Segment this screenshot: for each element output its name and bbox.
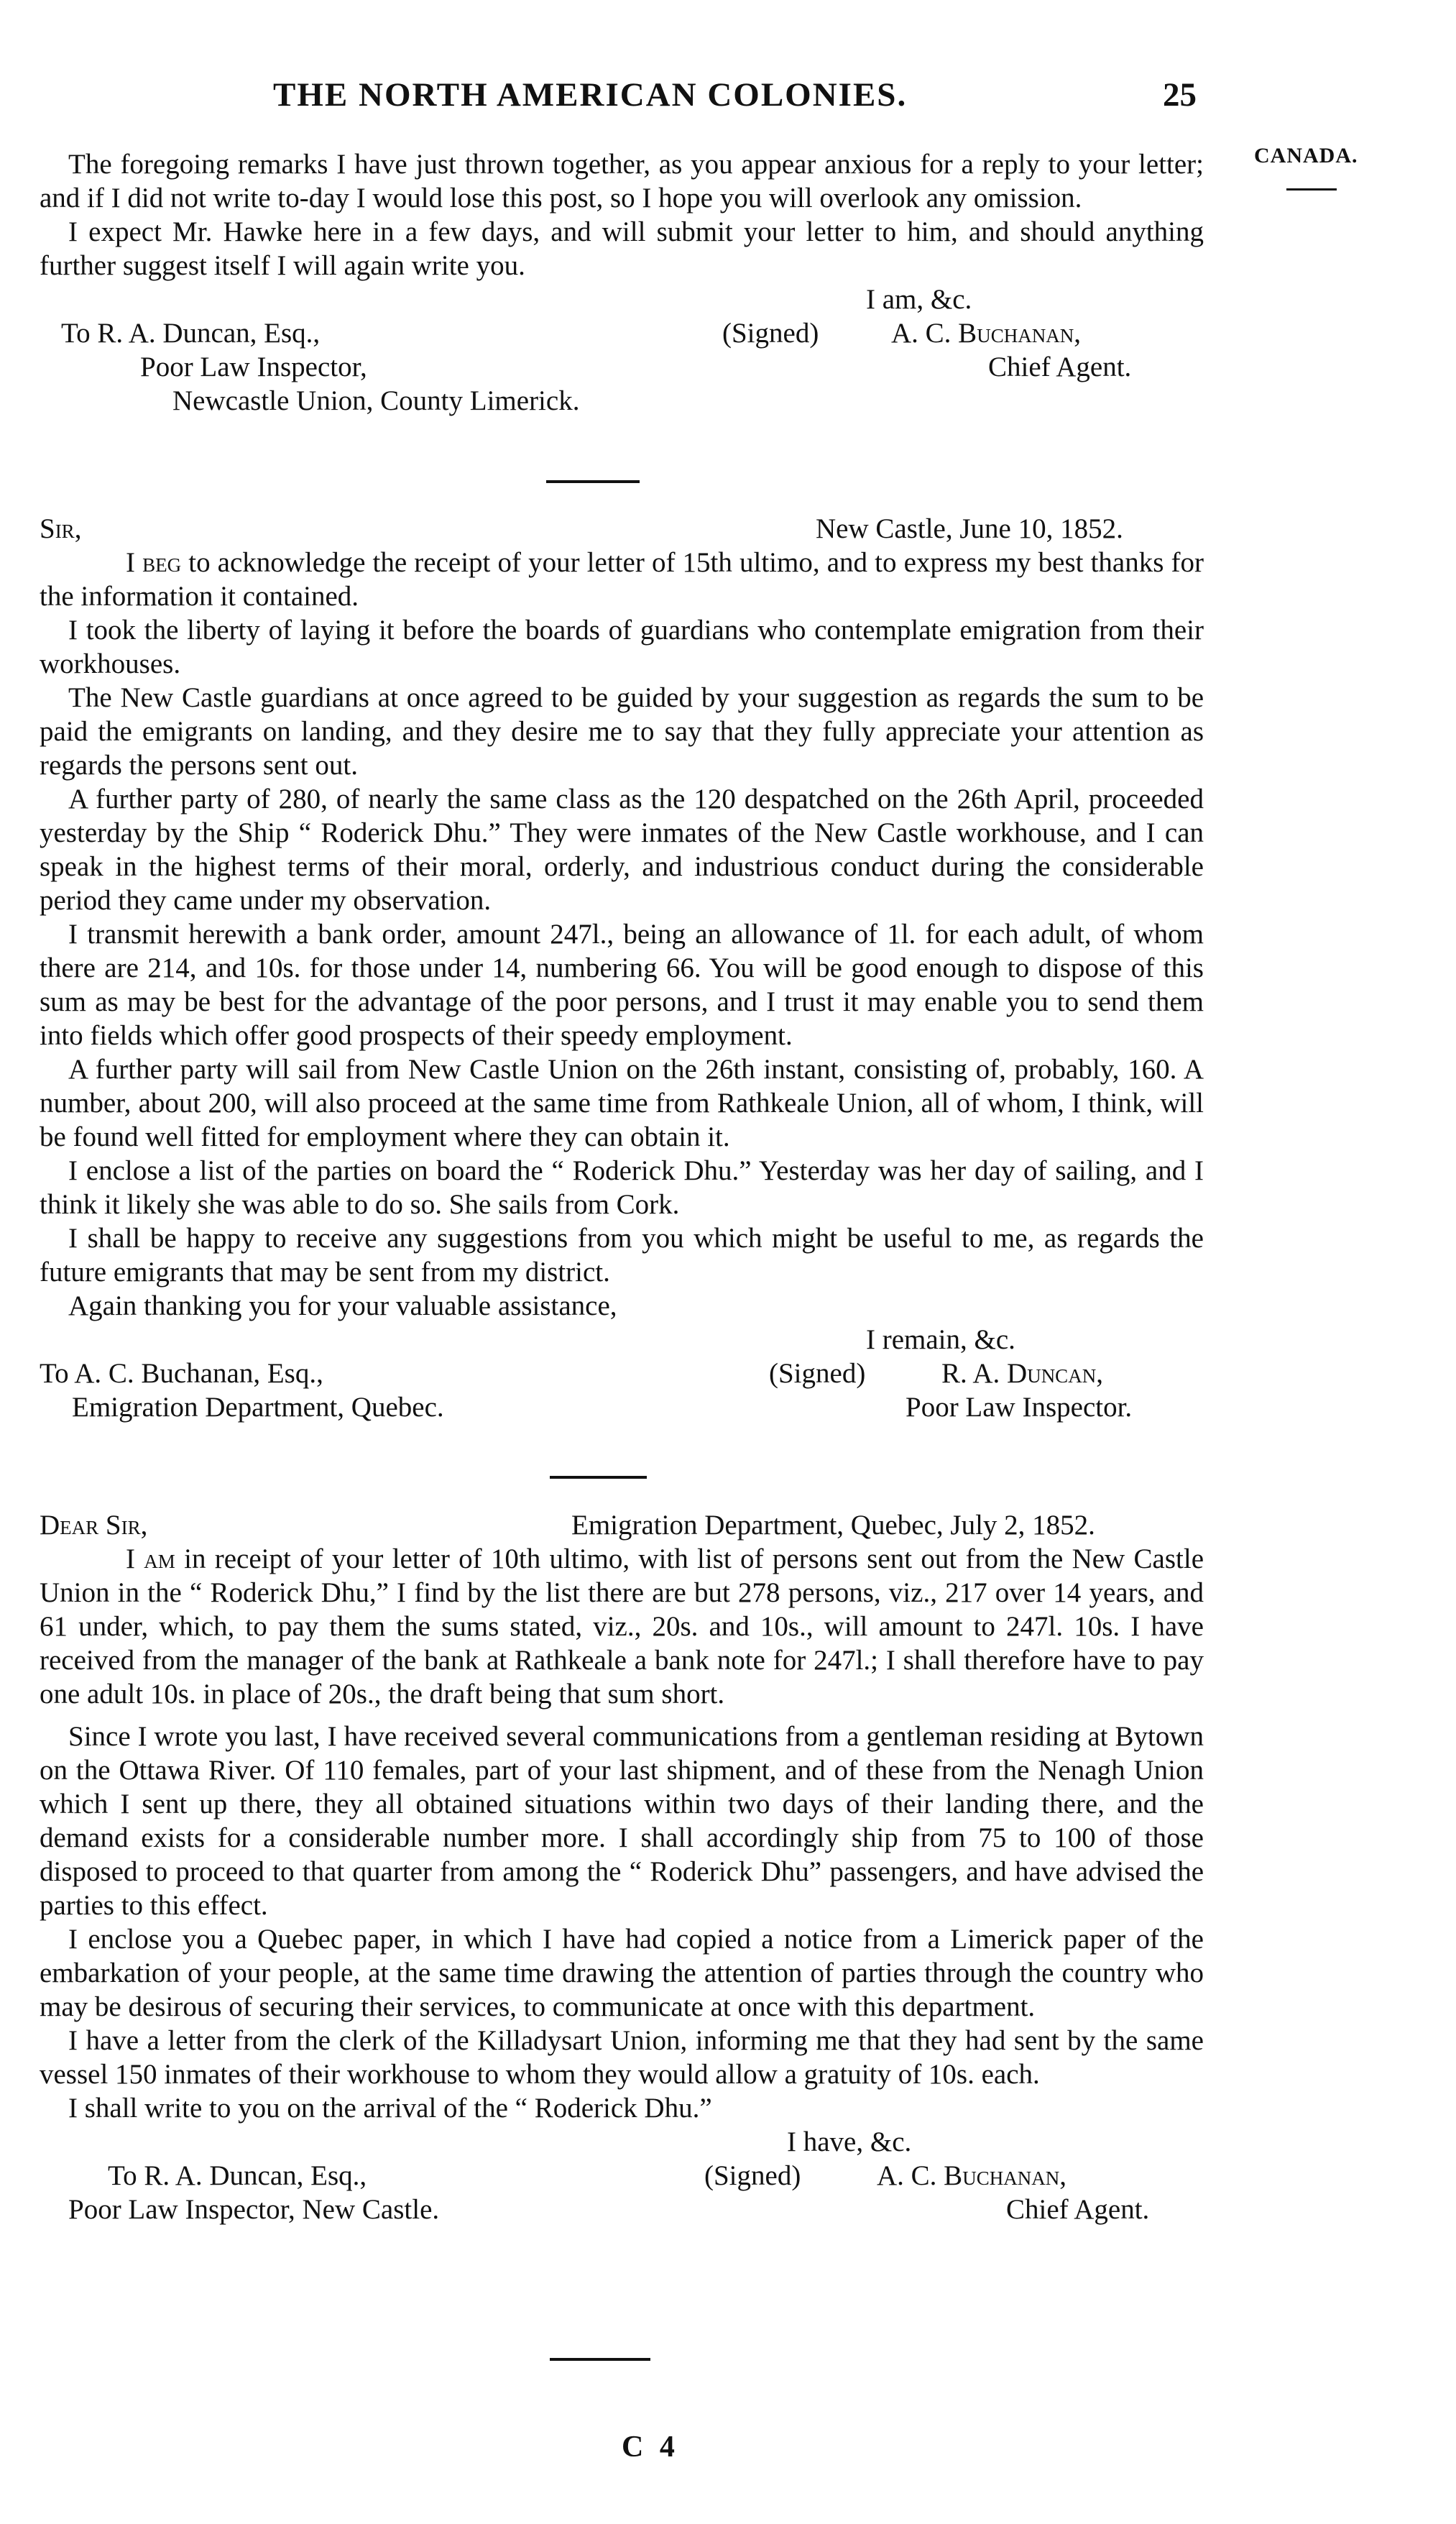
letter-2-paragraph: A further party will sail from New Castle Union on the 26th instant, consisting of, probably, 160. A number, about 200, will also proceed at the same time from Rathkeale Union, all of whom, I think, will be found well fitted for employment where they can obtain it. xyxy=(40,1054,1204,1152)
letter-3-closing-row xyxy=(40,2125,1204,2159)
letter-1 xyxy=(40,147,1204,418)
signature: A. C. Buchanan, xyxy=(891,318,1081,349)
addressee-line: Poor Law Inspector, xyxy=(140,352,367,382)
letter-3 xyxy=(40,1508,1204,2226)
signature-title: Chief Agent. xyxy=(988,352,1132,382)
closing: I have, &c. xyxy=(787,2126,912,2157)
opening-text: to acknowledge the receipt of your letter of 15th ultimo, and to express my best thanks for the information it contained. xyxy=(40,547,1204,612)
letter-2-paragraph: I transmit herewith a bank order, amount 247l., being an allowance of 1l. for each adult, of whom there are 214, and 10s. for those under 14, numbering 66. You will be good enough to dispose of this sum as may be best for the advantage of the poor persons, and I trust it may enable you to send them into fields which offer good prospects of their speedy employment. xyxy=(40,919,1204,1051)
letter-2-paragraph: A further party of 280, of nearly the same class as the 120 despatched on the 26th April, proceeded yesterday by the Ship “ Roderick Dhu.” They were inmates of the New Castle workhouse, and I can speak in the highest terms of their moral, orderly, and industrious conduct during the considerable period they came under my observation. xyxy=(40,784,1204,916)
opening-words: I beg xyxy=(126,547,182,578)
addressee-line: Emigration Department, Quebec. xyxy=(72,1392,444,1423)
section-divider xyxy=(546,480,640,483)
signature-title: Poor Law Inspector. xyxy=(906,1392,1133,1423)
addressee-line: To A. C. Buchanan, Esq., xyxy=(40,1358,323,1389)
page-number: 25 xyxy=(1163,76,1197,114)
salutation: Sir, xyxy=(40,513,82,544)
closing: I am, &c. xyxy=(866,284,972,315)
letter-3-paragraph: I shall write to you on the arrival of the “ Roderick Dhu.” xyxy=(68,2093,712,2124)
letter-2-opening-paragraph xyxy=(40,546,1204,613)
running-header-title: THE NORTH AMERICAN COLONIES. xyxy=(273,76,908,114)
letter-1-paragraph: I expect Mr. Hawke here in a few days, and will submit your letter to him, and should anything further suggest itself I will again write you. xyxy=(40,216,1204,281)
addressee-line: Newcastle Union, County Limerick. xyxy=(172,385,580,416)
letter-1-title-row xyxy=(40,350,1204,384)
letter-2-paragraph: I shall be happy to receive any suggestions from you which might be useful to me, as regards the future emigrants that may be sent from my district. xyxy=(40,1223,1204,1288)
signature-title: Chief Agent. xyxy=(1006,2194,1150,2225)
signature: A. C. Buchanan, xyxy=(877,2160,1066,2191)
letter-2-heading-row xyxy=(40,512,1204,546)
opening-text: in receipt of your letter of 10th ultimo, with list of persons sent out from the New Castle Union in the “ Roderick Dhu,” I find by the list there are but 278 persons, viz., 217 over 14 years, and 61 under, which, to pay them the sums stated, viz., 20s. and 10s., will amount to 247l. 10s. I have received from the manager of the bank at Rathkeale a bank note for 247l.; I shall therefore have to pay one adult 10s. in place of 20s., the draft being that sum short. xyxy=(40,1543,1204,1710)
letter-2-paragraph: I enclose a list of the parties on board the “ Roderick Dhu.” Yesterday was her day of sailing, and I think it likely she was able to do so. She sails from Cork. xyxy=(40,1155,1204,1220)
dateline: Emigration Department, Quebec, July 2, 1852. xyxy=(571,1510,1095,1541)
signature: R. A. Duncan, xyxy=(941,1358,1103,1389)
margin-note-rule xyxy=(1286,188,1337,191)
letter-3-paragraph: I enclose you a Quebec paper, in which I have had copied a notice from a Limerick paper of the embarkation of your people, at the same time drawing the attention of parties through the country who may be desirous of securing their services, to communicate at once with this department. xyxy=(40,1924,1204,2022)
addressee-line: To R. A. Duncan, Esq., xyxy=(108,2160,367,2191)
opening-words: I am xyxy=(126,1543,175,1574)
letter-2-paragraph: I took the liberty of laying it before the boards of guardians who contemplate emigration from their workhouses. xyxy=(40,615,1204,679)
letter-3-paragraph: Since I wrote you last, I have received several communications from a gentleman residing at Bytown on the Ottawa River. Of 110 females, part of your last shipment, and of these from the Nenagh Union which I sent up there, they all obtained situations within two days of their landing there, and the demand exists for a considerable number more. I shall accordingly ship from 75 to 100 of those disposed to proceed to that quarter from among the “ Roderick Dhu” passengers, and have advised the parties to this effect. xyxy=(40,1721,1204,1921)
letter-2-paragraph: The New Castle guardians at once agreed to be guided by your suggestion as regards the sum to be paid the emigrants on landing, and they desire me to say that they fully appreciate your attention as regards the persons sent out. xyxy=(40,682,1204,781)
letter-1-signature-row xyxy=(40,316,1204,350)
section-divider xyxy=(550,2358,650,2361)
signed-label: (Signed) xyxy=(722,318,819,349)
salutation: Dear Sir, xyxy=(40,1510,148,1541)
letter-2-paragraph: Again thanking you for your valuable assistance, xyxy=(68,1290,617,1321)
dateline: New Castle, June 10, 1852. xyxy=(816,513,1123,544)
letter-2-closing-row xyxy=(40,1323,1204,1357)
letter-1-address-row xyxy=(40,384,1204,418)
closing: I remain, &c. xyxy=(866,1324,1015,1355)
signed-label: (Signed) xyxy=(769,1358,866,1389)
letter-3-heading-row xyxy=(40,1508,1204,1542)
letter-2 xyxy=(40,512,1204,1424)
letter-1-paragraph: The foregoing remarks I have just thrown together, as you appear anxious for a reply to your letter; and if I did not write to-day I would lose this post, so I hope you will overlook any omission. xyxy=(40,149,1204,214)
letter-3-signature-row xyxy=(40,2159,1204,2193)
letter-1-closing-row xyxy=(40,283,1204,316)
addressee-line: Poor Law Inspector, New Castle. xyxy=(68,2194,440,2225)
letter-3-title-row xyxy=(40,2193,1204,2226)
addressee-line: To R. A. Duncan, Esq., xyxy=(61,318,321,349)
letter-2-signature-row xyxy=(40,1357,1204,1390)
letter-2-title-row xyxy=(40,1390,1204,1424)
signature-mark: C 4 xyxy=(622,2431,679,2464)
margin-note: CANADA. xyxy=(1254,144,1358,167)
section-divider xyxy=(550,1476,647,1479)
signed-label: (Signed) xyxy=(704,2160,801,2191)
letter-3-opening-paragraph xyxy=(40,1542,1204,1711)
letter-3-paragraph: I have a letter from the clerk of the Killadysart Union, informing me that they had sent by the same vessel 150 inmates of their workhouse to whom they would allow a gratuity of 10s. each. xyxy=(40,2025,1204,2090)
